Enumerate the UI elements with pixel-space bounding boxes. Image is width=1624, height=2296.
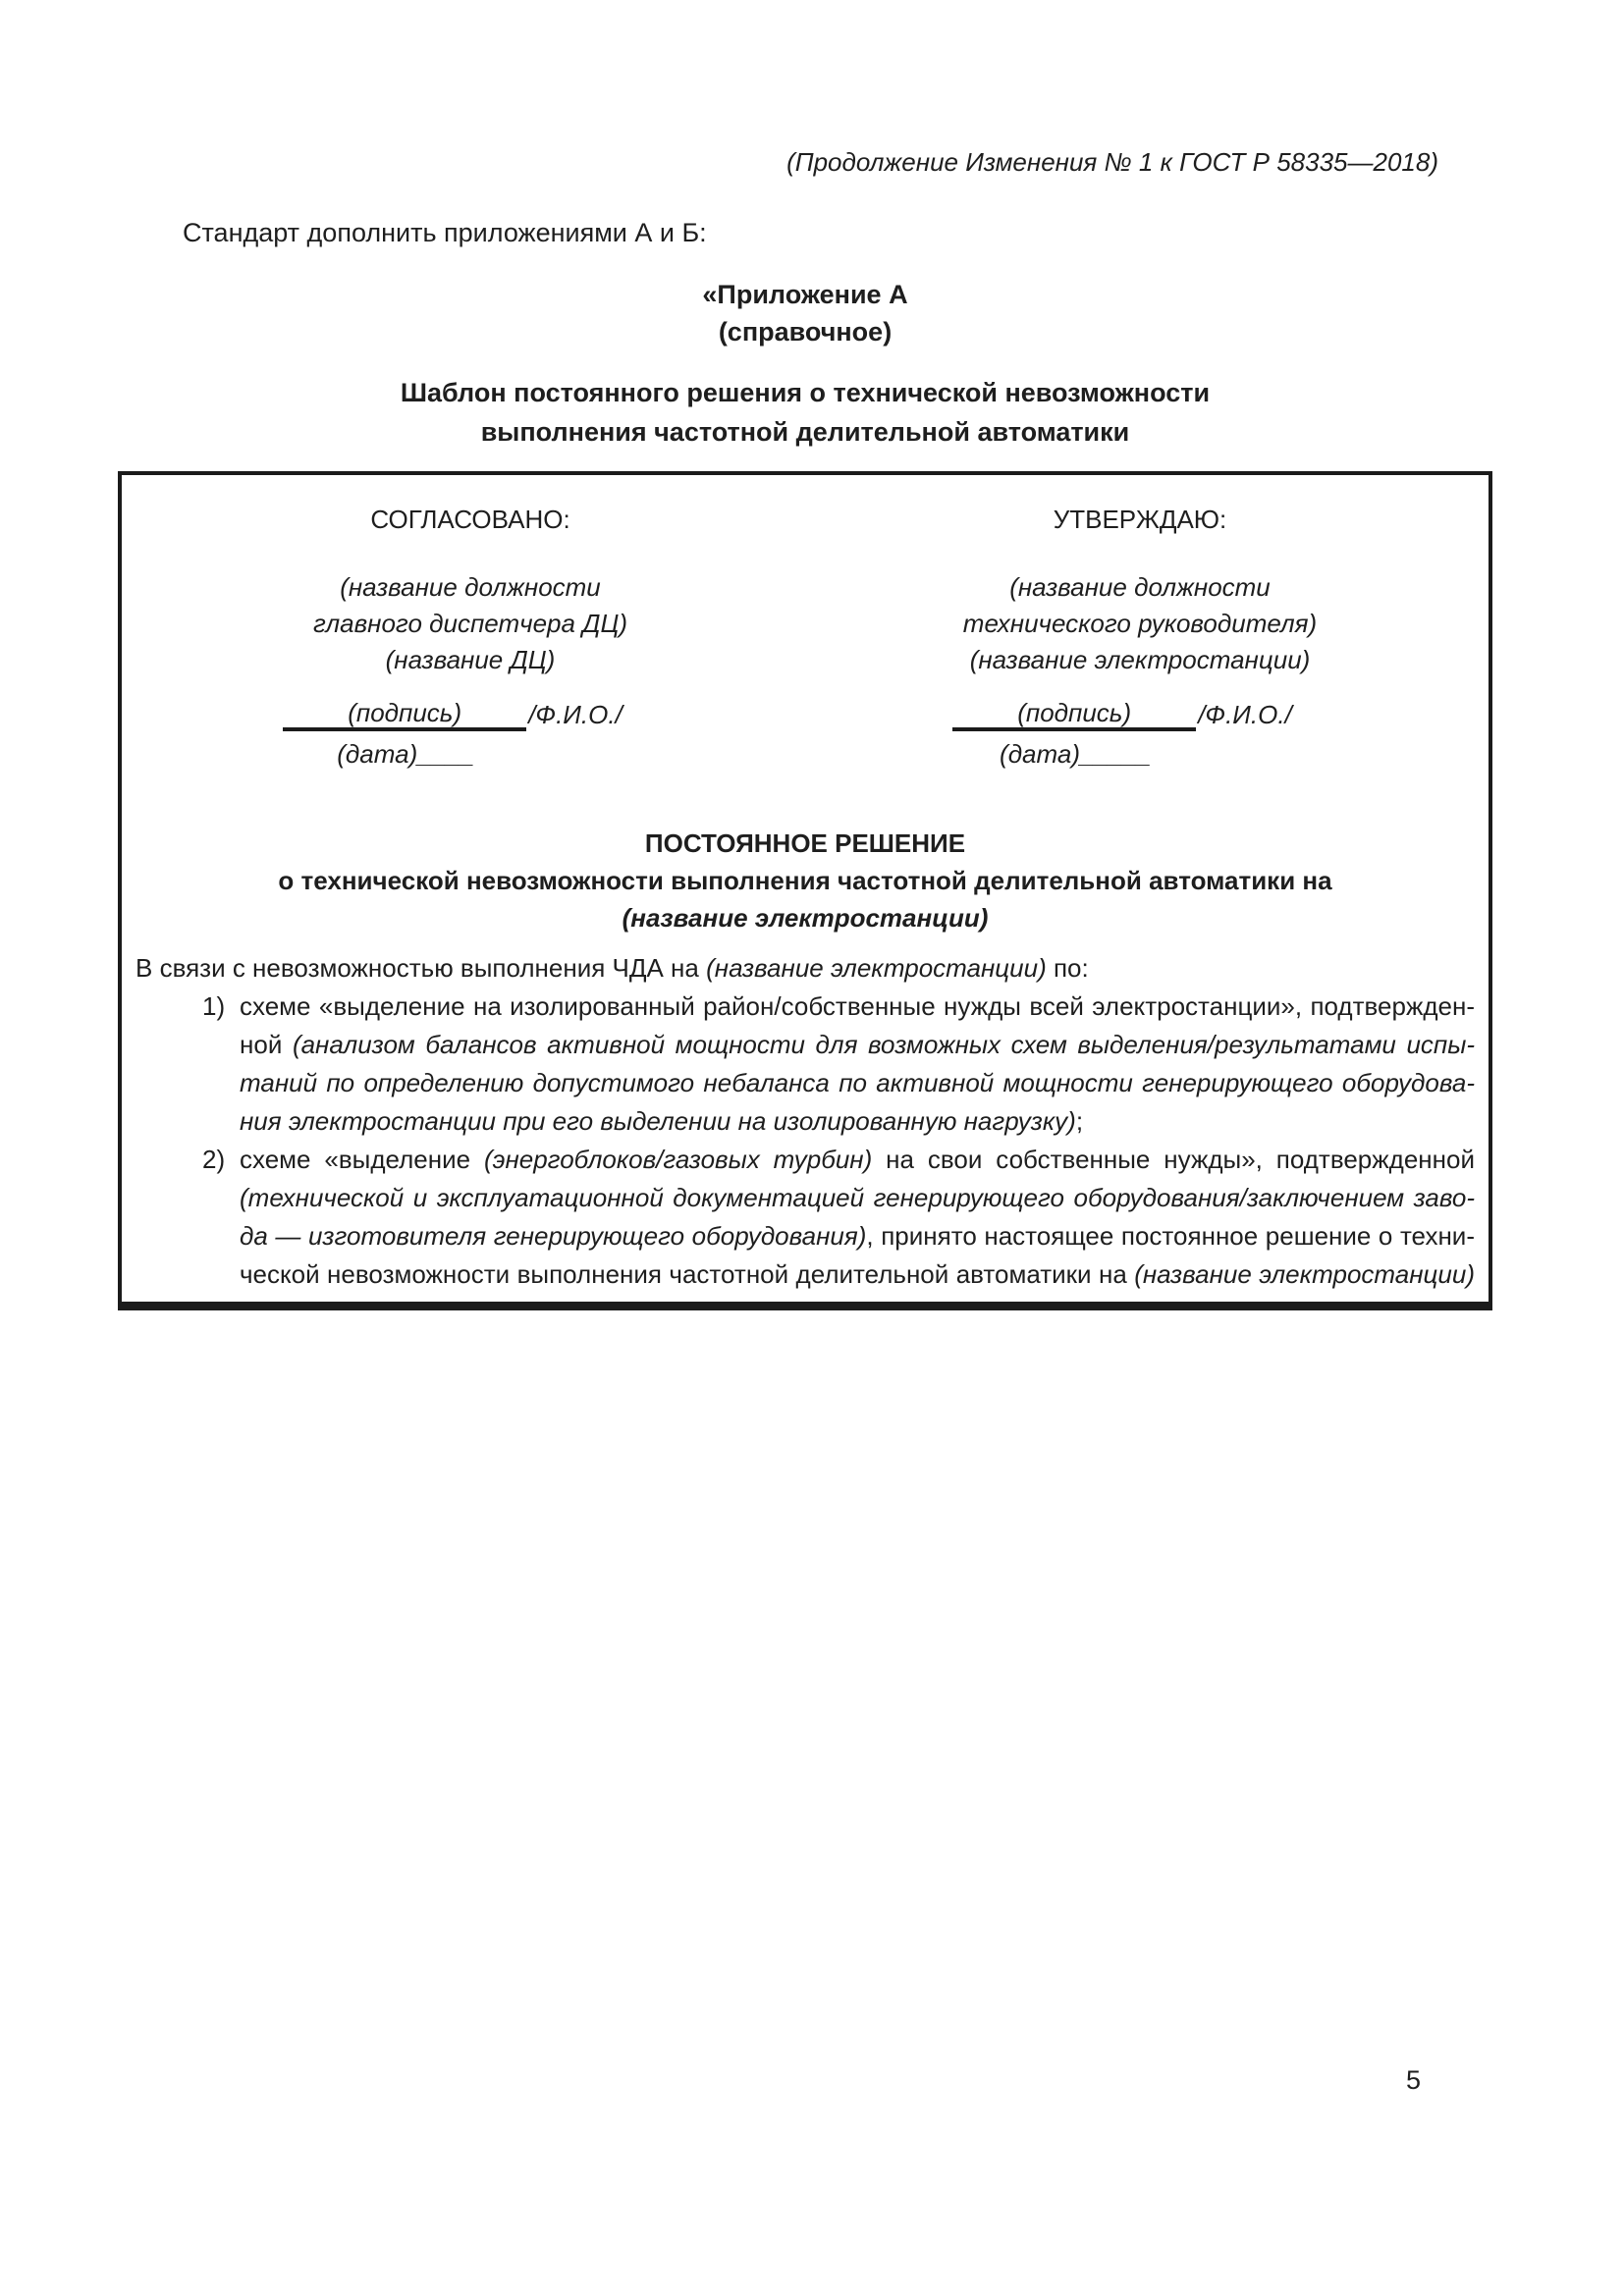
agreed-position-line-1: (название должности: [340, 572, 601, 602]
text-line: таний по определению допустимого небаланса по активной мощности генерирующего оборудова-: [240, 1068, 1475, 1097]
agreed-title: СОГЛАСОВАНО:: [370, 505, 570, 534]
list-item-marker: 2): [202, 1145, 226, 1174]
text-line: схеме «выделение на изолированный район/собственные нужды всей электростанции», подтвержден-: [240, 991, 1475, 1021]
agreed-name-label: /Ф.И.О./: [528, 700, 623, 729]
template-title-line-2: выполнения частотной делительной автоматики: [480, 417, 1130, 447]
list-item-marker: 1): [202, 991, 226, 1021]
approved-position-line-1: (название должности: [1009, 572, 1271, 602]
list-item-text: [240, 988, 1475, 1141]
approved-position-lines: [805, 569, 1475, 678]
text-line: (технической и эксплуатационной документацией генерирующего оборудования/заключением заво-: [240, 1183, 1475, 1212]
approved-signature-row: [952, 698, 1292, 731]
text-block: [118, 0, 1492, 1310]
list-item-text: [240, 1141, 1475, 1294]
agreed-position-line-3: (название ДЦ): [385, 645, 556, 674]
agreed-date-blank: ____: [417, 739, 475, 769]
approved-name-label: /Ф.И.О./: [1198, 700, 1292, 729]
approval-row: [135, 505, 1475, 770]
intro-paragraph: В связи с невозможностью выполнения ЧДА на (название электростанции) по:: [135, 953, 1089, 983]
amendment-instruction: Стандарт дополнить приложениями А и Б:: [183, 218, 707, 247]
list-item: [202, 1141, 1475, 1294]
text-line: ной (анализом балансов активной мощности для возможных схем выделения/результатами испы-: [240, 1030, 1475, 1059]
decision-heading-line-1: ПОСТОЯННОЕ РЕШЕНИЕ: [644, 828, 966, 858]
appendix-heading: «Приложение А: [702, 280, 908, 309]
approved-column: [805, 505, 1475, 770]
agreed-signature-line: (подпись): [283, 698, 526, 731]
agreed-position-lines: [135, 569, 805, 678]
approved-position-line-2: технического руководителя): [962, 609, 1318, 638]
approved-date-label: (дата): [1000, 739, 1081, 769]
agreed-date-label: (дата): [337, 739, 418, 769]
approved-position-line-3: (название электростанции): [969, 645, 1311, 674]
agreed-signature-block: [283, 698, 623, 769]
text-line: схеме «выделение (энергоблоков/газовых турбин) на свои собственные нужды», подтвержденной: [240, 1145, 1475, 1174]
approved-title: УТВЕРЖДАЮ:: [1053, 505, 1227, 534]
agreed-date-row: [283, 739, 528, 769]
approved-date-row: [952, 739, 1198, 769]
text-line: ния электростанции при его выделении на изолированную нагрузку);: [240, 1106, 1084, 1136]
decision-heading: [135, 825, 1475, 936]
page-number: 5: [1406, 2065, 1422, 2095]
approved-date-blank: _____: [1080, 739, 1152, 769]
decision-heading-line-3: (название электростанции): [622, 903, 989, 933]
agreed-position-line-2: главного диспетчера ДЦ): [312, 609, 628, 638]
continuation-note: (Продолжение Изменения № 1 к ГОСТ Р 58335—2018): [786, 147, 1438, 177]
approved-signature-line: (подпись): [952, 698, 1196, 731]
agreed-column: [135, 505, 805, 770]
approved-signature-block: [952, 698, 1292, 769]
template-title-line-1: Шаблон постоянного решения о технической невозможности: [400, 378, 1211, 407]
text-line: ческой невозможности выполнения частотной делительной автоматики на (название электростанции): [240, 1259, 1476, 1289]
template-title: [118, 373, 1492, 452]
text-line: да — изготовителя генерирующего оборудования), принято настоящее постоянное решение о техни-: [240, 1221, 1475, 1251]
appendix-type: (справочное): [718, 317, 893, 347]
decision-heading-line-2: о технической невозможности выполнения частотной делительной автоматики на: [278, 866, 1332, 895]
reasons-list: [135, 988, 1475, 1294]
list-item: [202, 988, 1475, 1141]
agreed-signature-row: [283, 698, 623, 731]
decision-form-box: [118, 471, 1492, 1310]
